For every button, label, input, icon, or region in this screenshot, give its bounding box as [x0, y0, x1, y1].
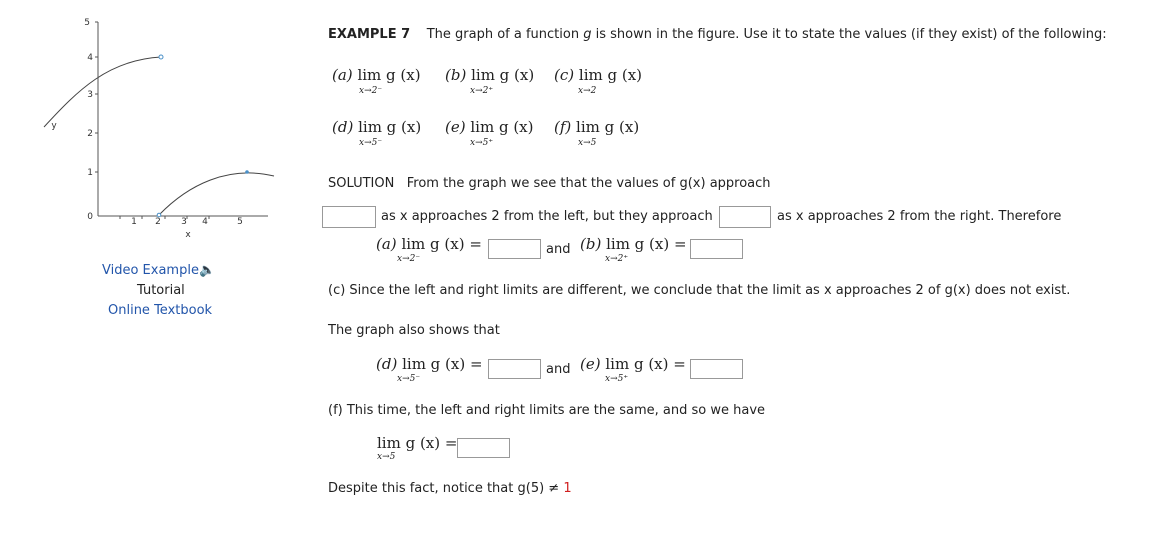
example-intro-b: is shown in the figure. Use it to state the values (if they exist) of the following: [591, 27, 1107, 42]
tutorial-link[interactable]: Tutorial [137, 283, 185, 298]
y-ticks [84, 18, 98, 222]
line2b-text: as x approaches 2 from the right. Therefore [777, 209, 1062, 224]
answer-left-approach-input[interactable] [322, 206, 376, 228]
despite-text: Despite this fact, notice that g(5) ≠ [328, 481, 560, 496]
answer-b-limit: (b) lim g (x) = [580, 235, 687, 253]
despite-line [328, 481, 572, 496]
part-b-limit: (b) lim g (x) [445, 66, 535, 84]
and-label: and [546, 362, 571, 377]
answer-d-limit: (d) lim g (x) = [376, 355, 483, 373]
despite-value: 1 [563, 481, 572, 496]
part-b-sub: x→2⁺ [470, 86, 494, 96]
curve-right [159, 173, 274, 215]
answer-b-input[interactable] [690, 239, 743, 259]
function-graph [38, 10, 278, 250]
y-tick-label: 5 [84, 18, 90, 28]
answer-a-input[interactable] [488, 239, 541, 259]
x-tick-label: 5 [237, 217, 243, 227]
part-e-limit: (e) lim g (x) [445, 118, 534, 136]
part-c-limit: (c) lim g (x) [554, 66, 643, 84]
x-tick-label: 3 [181, 217, 187, 227]
answer-f-input[interactable] [457, 438, 510, 458]
example-intro-a: The graph of a function [426, 27, 584, 42]
answer-f-sub: x→5 [377, 452, 396, 462]
open-point [159, 55, 163, 59]
x-tick-label: 2 [155, 217, 161, 227]
answer-right-approach-input[interactable] [719, 206, 771, 228]
part-a-sub: x→2⁻ [359, 86, 383, 96]
x-axis-label: x [185, 230, 191, 240]
line-f-text: (f) This time, the left and right limits are the same, and so we have [328, 403, 766, 418]
x-tick-label: 1 [131, 217, 137, 227]
part-d-sub: x→5⁻ [359, 138, 383, 148]
part-f-sub: x→5 [578, 138, 597, 148]
y-tick-label: 0 [87, 212, 93, 222]
example-intro-g: g [583, 27, 592, 42]
answer-a-limit: (a) lim g (x) = [376, 235, 482, 253]
answer-f-limit: lim g (x) = [377, 434, 458, 452]
line-c-text: (c) Since the left and right limits are different, we conclude that the limit as x approaches 2 of g(x) does not exist. [328, 283, 1071, 298]
y-tick-label: 4 [87, 53, 93, 63]
x-ticks [120, 216, 243, 227]
y-tick-label: 1 [87, 168, 93, 178]
example-header [328, 27, 1107, 42]
solution-heading: SOLUTION [328, 176, 395, 191]
solution-line1 [328, 176, 771, 191]
answer-e-limit: (e) lim g (x) = [580, 355, 686, 373]
y-axis-label: y [51, 121, 57, 131]
open-point-at-2 [157, 213, 161, 217]
part-c-sub: x→2 [578, 86, 597, 96]
video-example-label: Video Example [102, 263, 199, 278]
graph-shows-text: The graph also shows that [328, 323, 500, 338]
x-tick-label: 4 [202, 217, 208, 227]
part-e-sub: x→5⁺ [470, 138, 494, 148]
curve-left [44, 57, 161, 127]
video-example-link[interactable] [102, 263, 215, 278]
line2a-text: as x approaches 2 from the left, but they approach [381, 209, 713, 224]
y-tick-label: 2 [87, 129, 93, 139]
answer-d-sub: x→5⁻ [397, 374, 421, 384]
answer-d-input[interactable] [488, 359, 541, 379]
part-f-limit: (f) lim g (x) [554, 118, 640, 136]
answer-e-input[interactable] [690, 359, 743, 379]
part-a-limit: (a) lim g (x) [332, 66, 421, 84]
example-heading: EXAMPLE 7 [328, 27, 411, 42]
answer-a-sub: x→2⁻ [397, 254, 421, 264]
answer-b-sub: x→2⁺ [605, 254, 629, 264]
y-tick-label: 3 [87, 90, 93, 100]
online-textbook-link[interactable]: Online Textbook [108, 303, 213, 318]
and-label: and [546, 242, 571, 257]
solution-text: From the graph we see that the values of g(x) approach [406, 176, 771, 191]
answer-e-sub: x→5⁺ [605, 374, 629, 384]
point-at-5 [245, 170, 249, 174]
part-d-limit: (d) lim g (x) [332, 118, 422, 136]
speaker-icon: 🔈 [198, 263, 216, 278]
